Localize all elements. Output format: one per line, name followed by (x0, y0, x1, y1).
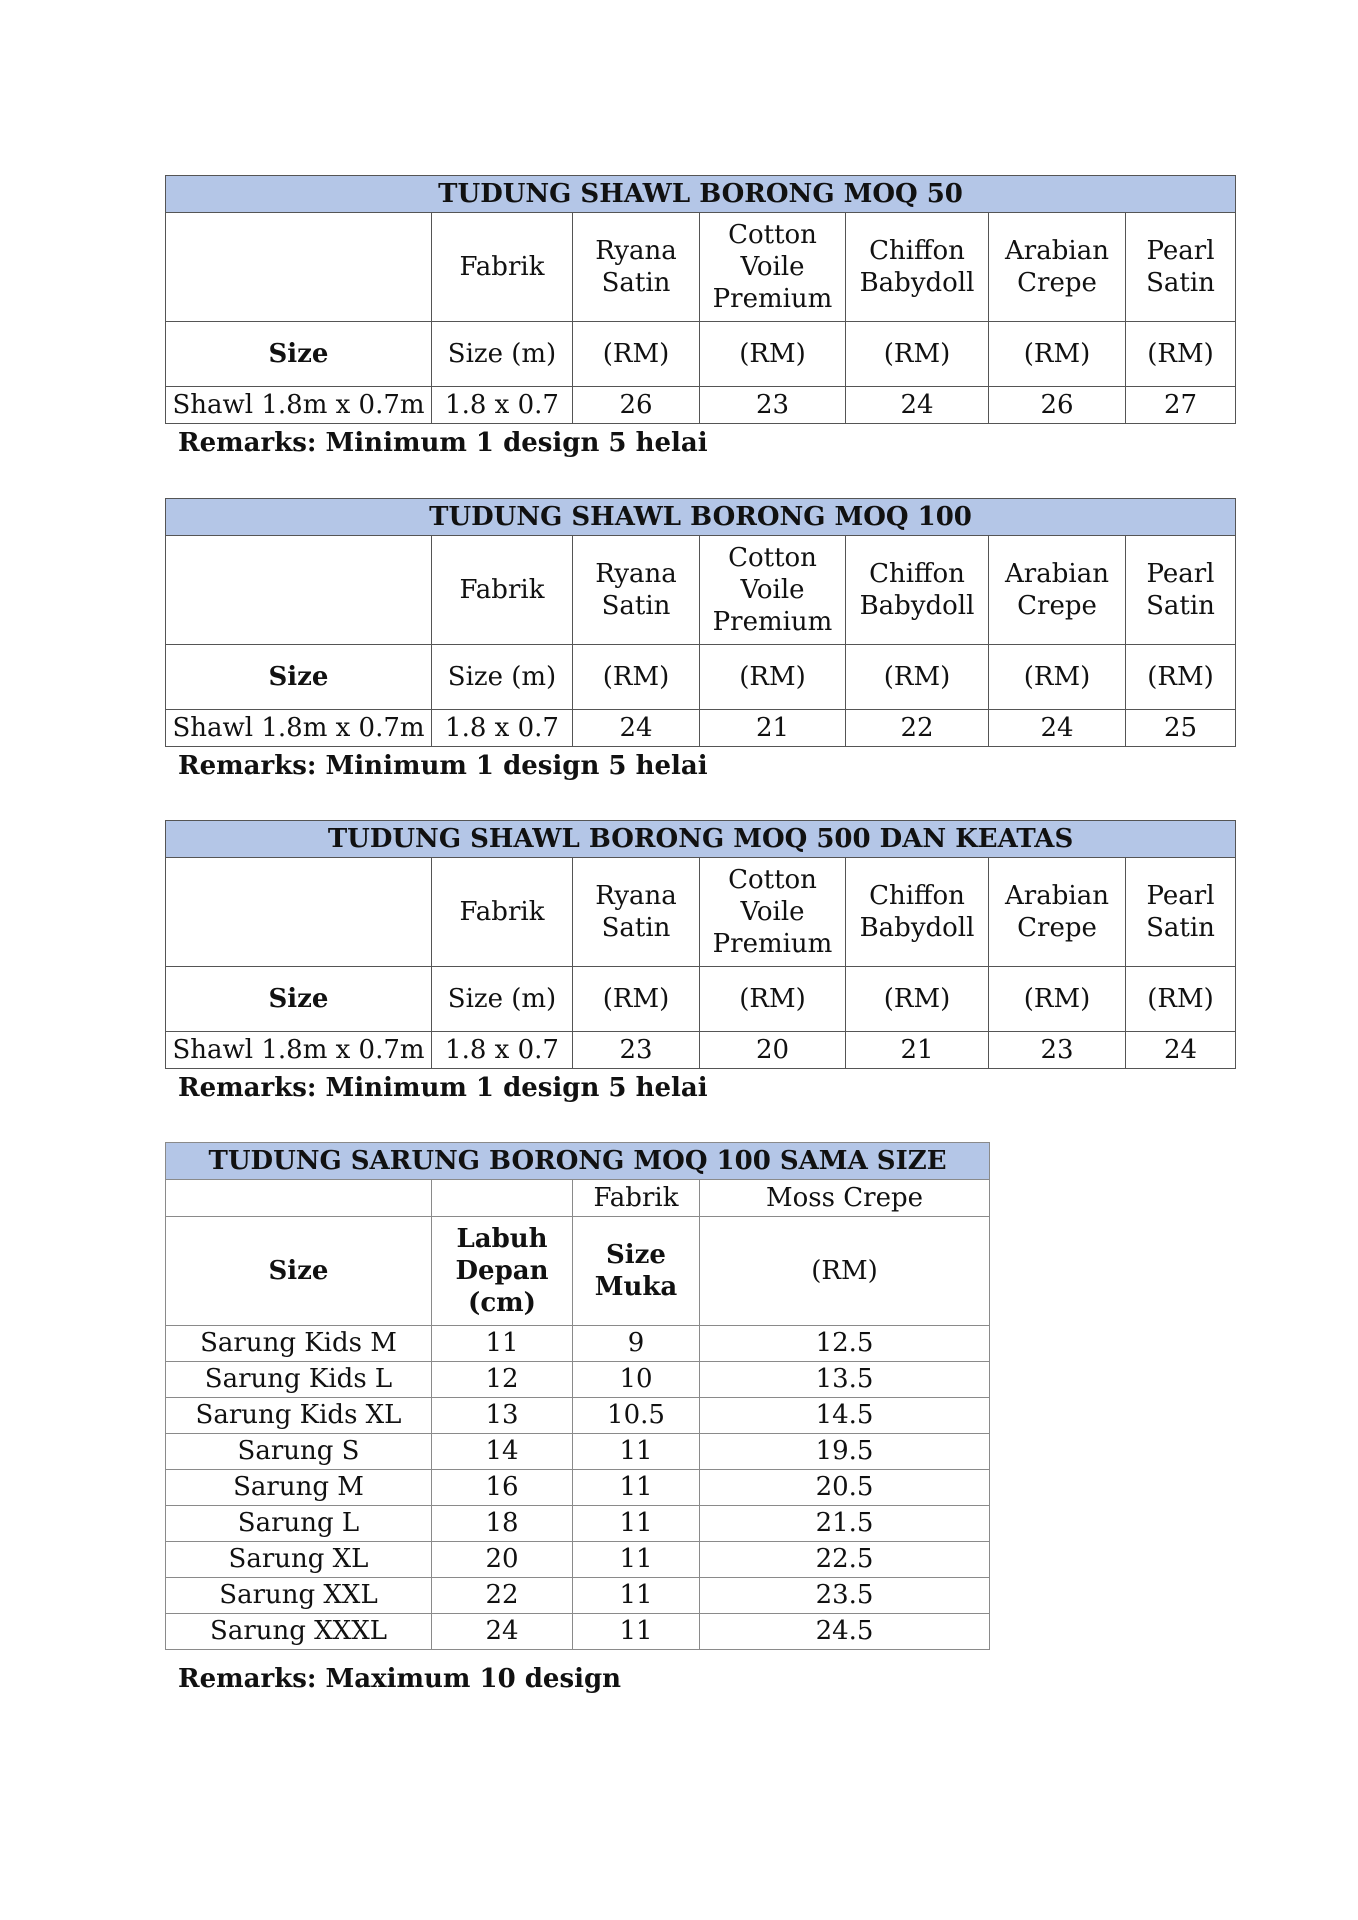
price-cell: 26 (573, 387, 700, 424)
empty-cell (166, 858, 432, 967)
empty-cell (166, 1180, 432, 1217)
fabric-name: Moss Crepe (700, 1180, 990, 1217)
labuh-cell: 14 (432, 1434, 573, 1470)
fabric-header: Chiffon Babydoll (846, 213, 989, 322)
labuh-cell: 18 (432, 1506, 573, 1542)
shawl-table-moq-100 (165, 498, 1236, 747)
size-header: Size (166, 1217, 432, 1326)
size-cell: Sarung XL (166, 1542, 432, 1578)
muka-cell: 11 (573, 1614, 700, 1650)
price-cell: 14.5 (700, 1398, 990, 1434)
labuh-cell: 22 (432, 1578, 573, 1614)
muka-cell: 11 (573, 1470, 700, 1506)
price-cell: 24 (1126, 1032, 1236, 1069)
price-unit: (RM) (1126, 322, 1236, 387)
price-cell: 25 (1126, 710, 1236, 747)
table-row (166, 1578, 990, 1614)
sarung-table (165, 1142, 990, 1650)
fabric-header: Chiffon Babydoll (846, 536, 989, 645)
size-cell: Sarung S (166, 1434, 432, 1470)
price-cell: 22.5 (700, 1542, 990, 1578)
price-unit: (RM) (989, 967, 1126, 1032)
size-cell: Sarung Kids XL (166, 1398, 432, 1434)
price-unit: (RM) (989, 322, 1126, 387)
price-unit: (RM) (846, 645, 989, 710)
remarks: Remarks: Minimum 1 design 5 helai (178, 751, 708, 781)
row-name: Shawl 1.8m x 0.7m (166, 710, 432, 747)
price-unit: (RM) (700, 1217, 990, 1326)
table-row (166, 1032, 1236, 1069)
fabric-header: Cotton Voile Premium (700, 213, 846, 322)
table-row (166, 1434, 990, 1470)
empty-cell (166, 536, 432, 645)
table-row (166, 387, 1236, 424)
fabric-header: Pearl Satin (1126, 858, 1236, 967)
table-row (166, 1398, 990, 1434)
price-cell: 23 (573, 1032, 700, 1069)
size-unit-label: Size (m) (432, 645, 573, 710)
size-label: Size (166, 322, 432, 387)
table-title: TUDUNG SARUNG BORONG MOQ 100 SAMA SIZE (166, 1143, 990, 1180)
size-unit-label: Size (m) (432, 322, 573, 387)
price-unit: (RM) (846, 967, 989, 1032)
table-row (166, 1506, 990, 1542)
remarks: Remarks: Minimum 1 design 5 helai (178, 1073, 708, 1103)
muka-cell: 11 (573, 1542, 700, 1578)
table-row (166, 1614, 990, 1650)
size-label: Size (166, 645, 432, 710)
size-unit-label: Size (m) (432, 967, 573, 1032)
size-cell: Sarung L (166, 1506, 432, 1542)
muka-cell: 10 (573, 1362, 700, 1398)
labuh-cell: 12 (432, 1362, 573, 1398)
fabric-header: Ryana Satin (573, 536, 700, 645)
size-cell: Sarung XXXL (166, 1614, 432, 1650)
price-unit: (RM) (573, 967, 700, 1032)
price-unit: (RM) (1126, 645, 1236, 710)
labuh-cell: 16 (432, 1470, 573, 1506)
labuh-cell: 11 (432, 1326, 573, 1362)
fabric-header: Pearl Satin (1126, 213, 1236, 322)
row-size: 1.8 x 0.7 (432, 387, 573, 424)
price-cell: 19.5 (700, 1434, 990, 1470)
price-cell: 21.5 (700, 1506, 990, 1542)
row-size: 1.8 x 0.7 (432, 710, 573, 747)
muka-cell: 9 (573, 1326, 700, 1362)
fabric-header: Arabian Crepe (989, 536, 1126, 645)
shawl-table-moq-50 (165, 175, 1236, 424)
row-name: Shawl 1.8m x 0.7m (166, 387, 432, 424)
price-unit: (RM) (700, 322, 846, 387)
fabric-header: Cotton Voile Premium (700, 536, 846, 645)
fabric-header: Arabian Crepe (989, 858, 1126, 967)
muka-cell: 11 (573, 1506, 700, 1542)
price-unit: (RM) (573, 645, 700, 710)
size-cell: Sarung Kids M (166, 1326, 432, 1362)
fabric-header: Ryana Satin (573, 858, 700, 967)
labuh-cell: 24 (432, 1614, 573, 1650)
table-title: TUDUNG SHAWL BORONG MOQ 500 DAN KEATAS (166, 821, 1236, 858)
remarks: Remarks: Minimum 1 design 5 helai (178, 428, 708, 458)
price-cell: 22 (846, 710, 989, 747)
size-cell: Sarung XXL (166, 1578, 432, 1614)
table-row (166, 1326, 990, 1362)
labuh-cell: 20 (432, 1542, 573, 1578)
table-title: TUDUNG SHAWL BORONG MOQ 50 (166, 176, 1236, 213)
empty-cell (166, 213, 432, 322)
row-size: 1.8 x 0.7 (432, 1032, 573, 1069)
price-cell: 27 (1126, 387, 1236, 424)
table-row (166, 1542, 990, 1578)
size-muka-header: Size Muka (573, 1217, 700, 1326)
fabric-header: Arabian Crepe (989, 213, 1126, 322)
price-cell: 13.5 (700, 1362, 990, 1398)
fabric-header: Cotton Voile Premium (700, 858, 846, 967)
fabric-label: Fabrik (432, 858, 573, 967)
empty-cell (432, 1180, 573, 1217)
row-name: Shawl 1.8m x 0.7m (166, 1032, 432, 1069)
price-cell: 24 (989, 710, 1126, 747)
price-cell: 12.5 (700, 1326, 990, 1362)
price-unit: (RM) (989, 645, 1126, 710)
size-cell: Sarung M (166, 1470, 432, 1506)
price-cell: 26 (989, 387, 1126, 424)
price-unit: (RM) (700, 967, 846, 1032)
size-cell: Sarung Kids L (166, 1362, 432, 1398)
price-cell: 21 (700, 710, 846, 747)
table-row (166, 1470, 990, 1506)
muka-cell: 11 (573, 1434, 700, 1470)
price-cell: 24 (573, 710, 700, 747)
price-cell: 23 (989, 1032, 1126, 1069)
price-cell: 23.5 (700, 1578, 990, 1614)
fabric-header: Ryana Satin (573, 213, 700, 322)
price-unit: (RM) (573, 322, 700, 387)
fabric-header: Chiffon Babydoll (846, 858, 989, 967)
shawl-table-moq-500 (165, 820, 1236, 1069)
price-unit: (RM) (846, 322, 989, 387)
muka-cell: 10.5 (573, 1398, 700, 1434)
table-title: TUDUNG SHAWL BORONG MOQ 100 (166, 499, 1236, 536)
table-row (166, 1362, 990, 1398)
muka-cell: 11 (573, 1578, 700, 1614)
size-label: Size (166, 967, 432, 1032)
fabric-label: Fabrik (573, 1180, 700, 1217)
price-unit: (RM) (700, 645, 846, 710)
remarks: Remarks: Maximum 10 design (178, 1664, 622, 1694)
fabric-label: Fabrik (432, 536, 573, 645)
price-cell: 24 (846, 387, 989, 424)
table-row (166, 710, 1236, 747)
price-cell: 23 (700, 387, 846, 424)
price-unit: (RM) (1126, 967, 1236, 1032)
labuh-cell: 13 (432, 1398, 573, 1434)
price-cell: 24.5 (700, 1614, 990, 1650)
price-cell: 20.5 (700, 1470, 990, 1506)
price-cell: 21 (846, 1032, 989, 1069)
fabric-label: Fabrik (432, 213, 573, 322)
price-cell: 20 (700, 1032, 846, 1069)
fabric-header: Pearl Satin (1126, 536, 1236, 645)
labuh-depan-header: Labuh Depan (cm) (432, 1217, 573, 1326)
